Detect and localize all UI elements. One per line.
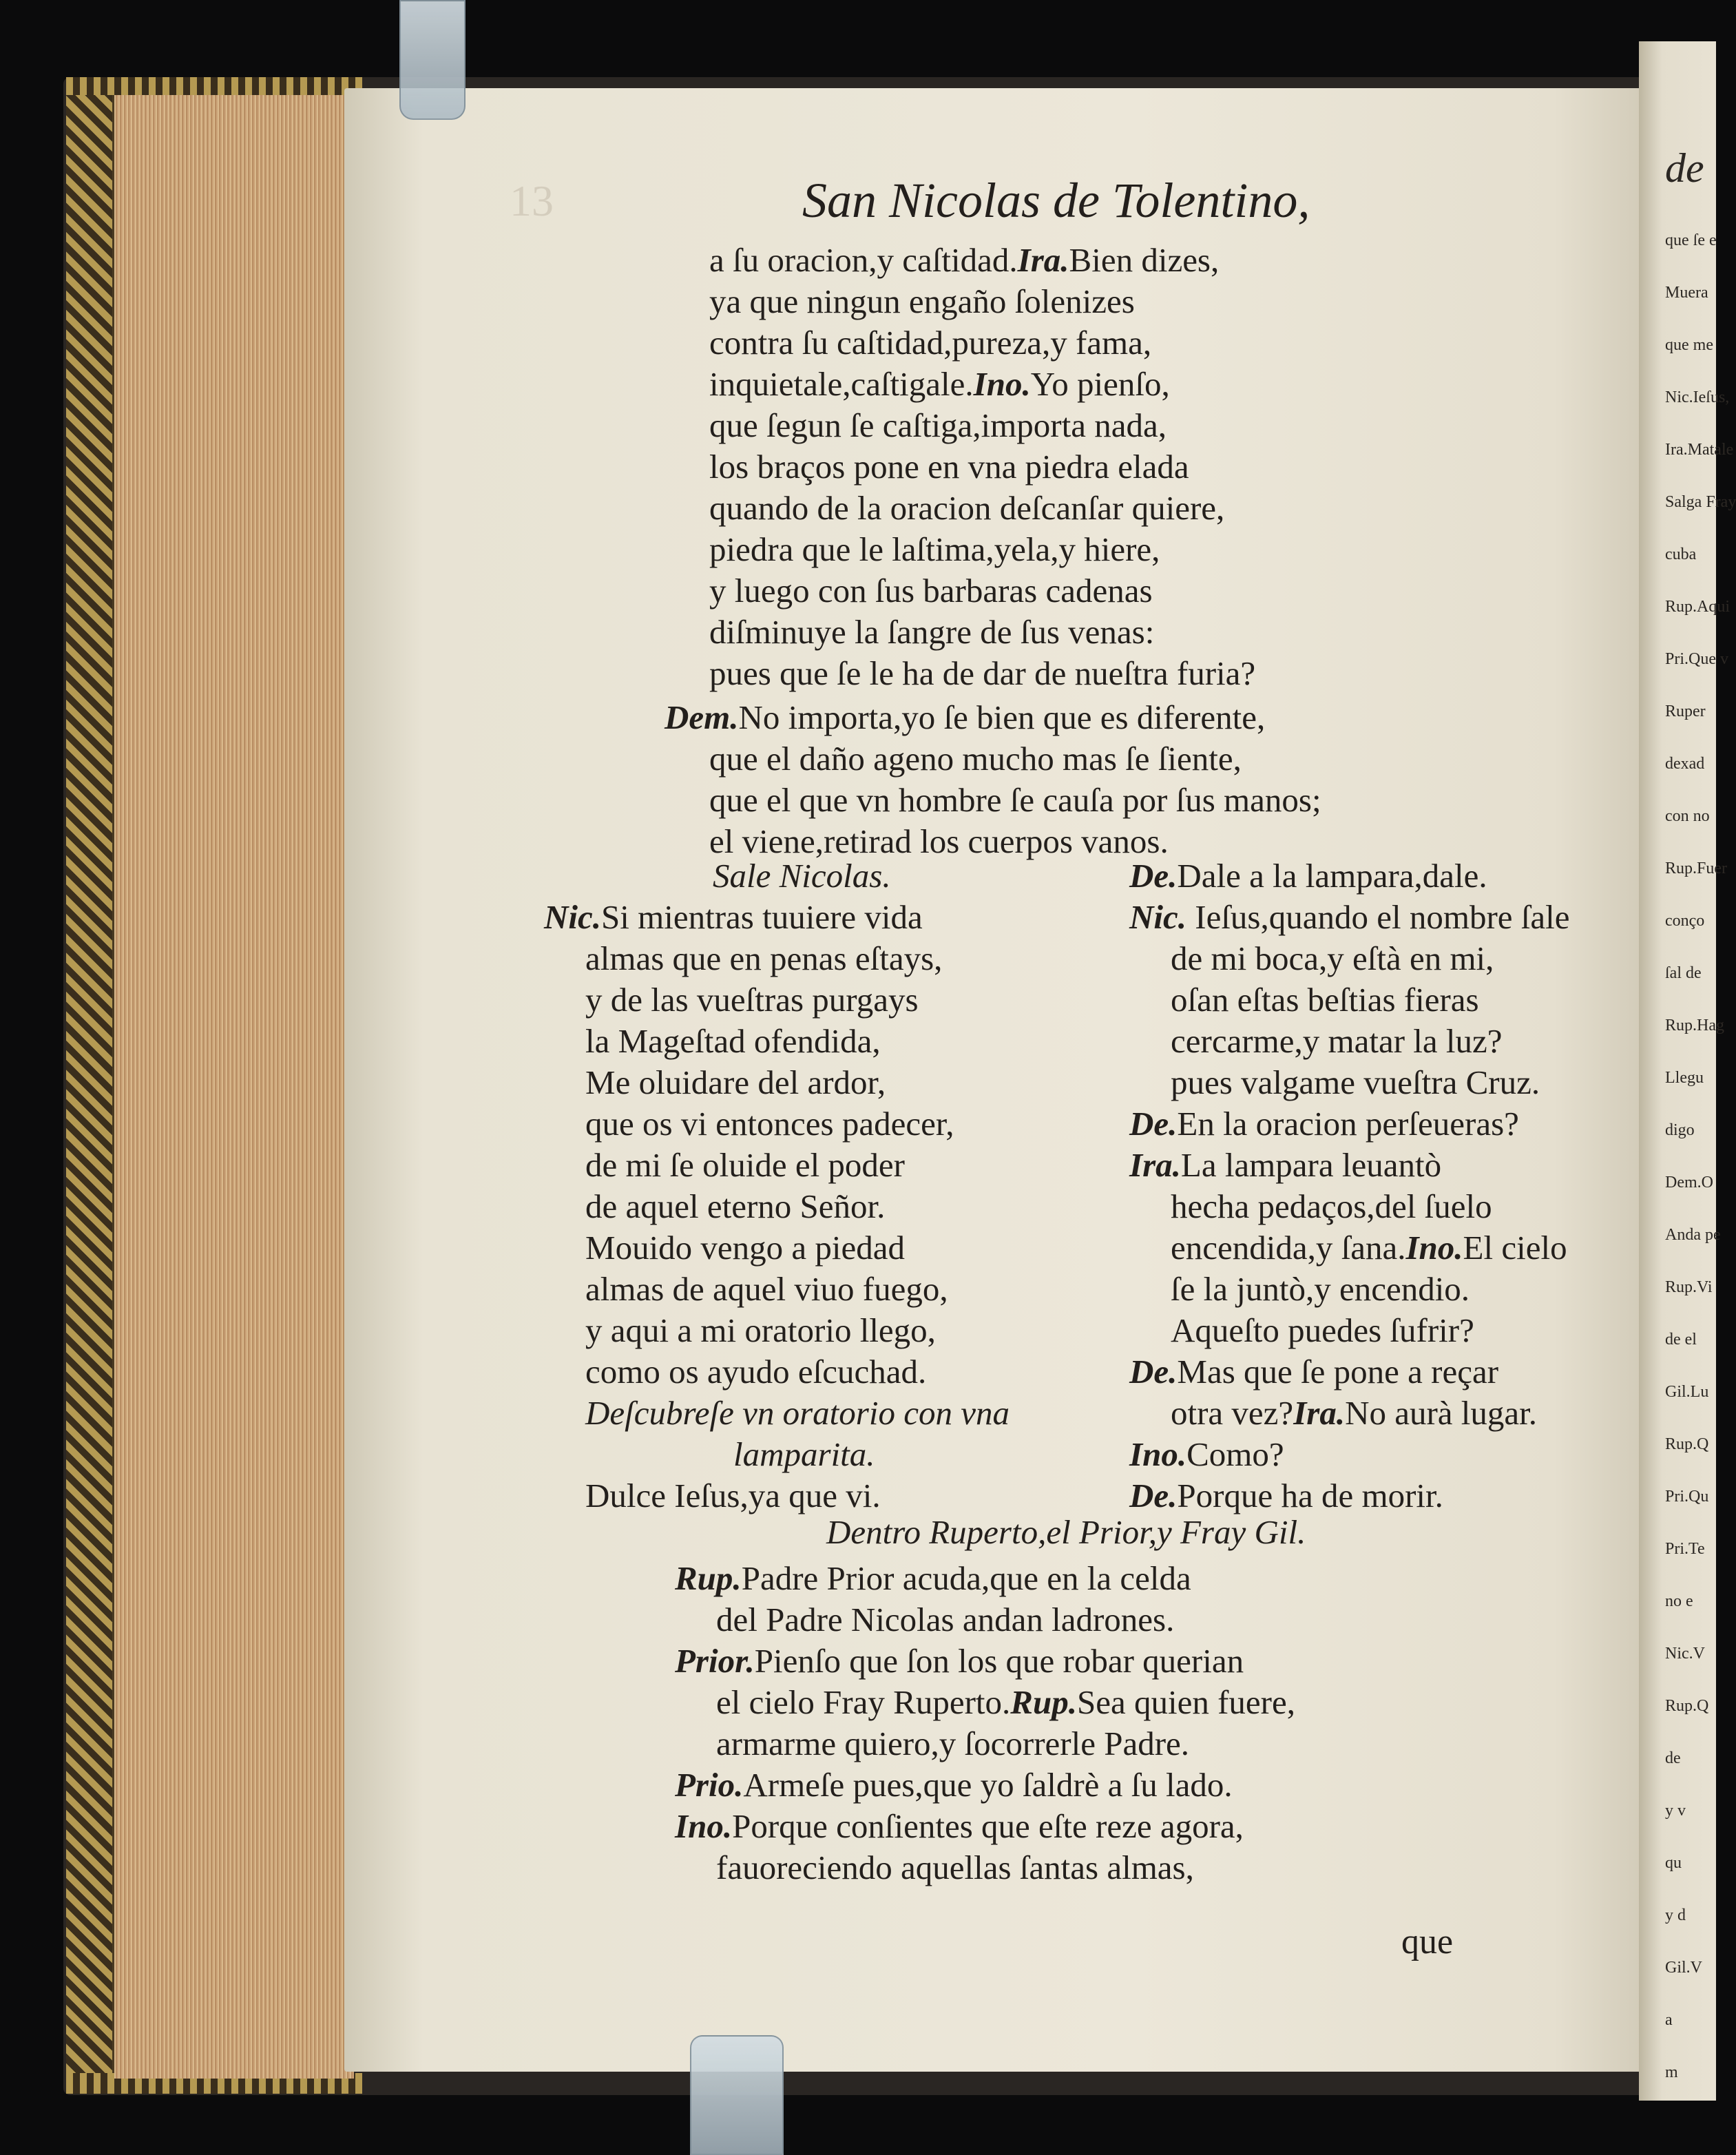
verse-text: que el daño ageno mucho mas ſe ſiente, (709, 740, 1242, 778)
facing-page (1639, 41, 1736, 2101)
verse-text: Porque conſientes que eſte reze agora, (732, 1807, 1244, 1845)
verse-text: La lampara leuantò (1180, 1146, 1442, 1184)
facing-page-fragment: Rup.Fuer (1665, 860, 1727, 877)
verse-line (709, 738, 1242, 780)
speaker-label: Rup. (675, 1559, 742, 1597)
verse-text: Porque ha de morir. (1177, 1477, 1443, 1514)
speaker-label: De. (1129, 1105, 1178, 1143)
verse-line (1171, 938, 1494, 979)
facing-page-fragment: Rup.Q (1665, 1435, 1709, 1453)
speaker-label: Ino. (1405, 1229, 1463, 1267)
verse-text: contra ſu caſtidad,pureza,y fama, (709, 324, 1152, 362)
facing-page-fragment: dexad (1665, 755, 1705, 773)
verse-line (1171, 1227, 1567, 1269)
stage-direction: lamparita. (733, 1435, 875, 1473)
verse-line (1129, 1351, 1498, 1393)
page-clip-bottom (690, 2035, 784, 2155)
verse-text: Me oluidare del ardor, (585, 1063, 886, 1101)
facing-page-fragment: Pri.Que v (1665, 650, 1728, 668)
speaker-label: Ira. (1017, 241, 1069, 279)
verse-line (1129, 1475, 1443, 1517)
verse-line (709, 405, 1167, 446)
verse-text: de aquel eterno Señor. (585, 1187, 886, 1225)
speaker-label: Prio. (675, 1766, 744, 1804)
verse-line (665, 697, 1265, 738)
speaker-label: Ira. (1129, 1146, 1181, 1184)
verse-line (709, 653, 1255, 694)
verse-text: Como? (1186, 1435, 1284, 1473)
verse-text: Yo pienſo, (1030, 365, 1170, 403)
verse-line (675, 1806, 1244, 1847)
verse-text: otra vez? (1171, 1394, 1294, 1432)
verse-text: oſan eſtas beſtias fieras (1171, 981, 1479, 1019)
facing-page-fragment: y v (1665, 1802, 1686, 1820)
verse-line (585, 1269, 948, 1310)
verse-line (1171, 1186, 1492, 1227)
verse-line (585, 1062, 886, 1103)
gilt-border-left (66, 81, 114, 2092)
facing-page-fragment: Gil.V (1665, 1959, 1702, 1977)
facing-page-fragment: Nic.Ieſus, (1665, 388, 1730, 406)
verse-line (585, 1103, 954, 1145)
verse-text: pues que ſe le ha de dar de nueſtra furia? (709, 654, 1256, 692)
facing-page-fragment: m (1665, 2063, 1678, 2081)
verse-text: hecha pedaços,del ſuelo (1171, 1187, 1492, 1225)
verse-text: que ſegun ſe caſtiga,importa nada, (709, 406, 1167, 444)
verse-text: a ſu oracion,y caſtidad. (709, 241, 1018, 279)
facing-page-fragment: Gil.Lu (1665, 1383, 1709, 1401)
facing-page-fragment: y d (1665, 1906, 1686, 1924)
facing-page-fragment: Ira.Matale (1665, 441, 1734, 459)
verse-text: Pienſo que ſon los que robar querian (754, 1642, 1244, 1680)
verse-text: Mas que ſe pone a reçar (1177, 1353, 1499, 1391)
verse-text: El cielo (1463, 1229, 1567, 1267)
facing-page-fragment: Anda pe (1665, 1226, 1721, 1244)
gilt-border-top (66, 77, 362, 95)
page-edges (114, 95, 354, 2079)
verse-line (709, 364, 1170, 405)
verse-text: y luego con ſus barbaras cadenas (709, 572, 1153, 610)
verse-text: piedra que le laſtima,yela,y hiere, (709, 530, 1160, 568)
verse-line (709, 570, 1153, 612)
facing-page-fragment: no e (1665, 1592, 1693, 1610)
facing-page-fragment: Rup.Aqui (1665, 598, 1730, 616)
verse-text: el cielo Fray Ruperto. (716, 1683, 1011, 1721)
facing-page-fragment: digo (1665, 1121, 1695, 1139)
verse-text: almas que en penas eſtays, (585, 939, 943, 977)
speaker-label: Ino. (1129, 1435, 1187, 1473)
verse-line (585, 1351, 926, 1393)
stage-direction: Deſcubreſe vn oratorio con vna (585, 1394, 1010, 1432)
verse-line (709, 240, 1219, 281)
verse-line (709, 612, 1154, 653)
speaker-label: De. (1129, 857, 1178, 895)
speaker-label: De. (1129, 1477, 1178, 1514)
verse-line (733, 1434, 875, 1475)
facing-page-fragment: Muera (1665, 284, 1708, 302)
facing-page-fragment: a (1665, 2011, 1673, 2029)
verse-text: diſminuye la ſangre de ſus venas: (709, 613, 1155, 651)
verse-text: ya que ningun engaño ſolenizes (709, 282, 1135, 320)
facing-page-fragment: de (1665, 145, 1704, 191)
verse-text: los braços pone en vna piedra elada (709, 448, 1189, 486)
verse-line (1171, 1269, 1470, 1310)
verse-line (585, 979, 919, 1021)
verse-line (709, 281, 1135, 322)
speaker-label: Ino. (675, 1807, 733, 1845)
verse-text: de mi ſe oluide el poder (585, 1146, 905, 1184)
speaker-label: Rup. (1010, 1683, 1077, 1721)
verse-line (585, 1145, 905, 1186)
verse-line (709, 780, 1321, 821)
facing-page-fragment: Rup.Hag (1665, 1017, 1724, 1034)
verse-text: Aqueſto puedes ſufrir? (1171, 1311, 1474, 1349)
facing-page-fragment: de (1665, 1749, 1681, 1767)
verse-text: Dulce Ieſus,ya que vi. (585, 1477, 881, 1514)
verse-line (585, 938, 942, 979)
verse-text: que os vi entonces padecer, (585, 1105, 954, 1143)
verse-text: que el que vn hombre ſe cauſa por ſus manos; (709, 781, 1321, 819)
facing-page-fragment: Pri.Te (1665, 1540, 1705, 1558)
verse-line (1171, 1062, 1540, 1103)
verse-line (709, 488, 1224, 529)
verse-line (709, 446, 1189, 488)
verse-text: y de las vueſtras purgays (585, 981, 919, 1019)
facing-page-fragment: Salga Fray (1665, 493, 1736, 511)
verse-line (709, 529, 1160, 570)
facing-page-fragment: Nic.V (1665, 1645, 1705, 1663)
page-number-ghost: 13 (510, 176, 554, 225)
verse-text: No aurà lugar. (1345, 1394, 1538, 1432)
facing-page-fragment: ſal de (1665, 964, 1702, 982)
speaker-label: De. (1129, 1353, 1178, 1391)
verse-line (1171, 1310, 1474, 1351)
verse-line (713, 855, 891, 897)
page-clip-top (399, 0, 466, 120)
speaker-label: Nic. (544, 898, 601, 936)
verse-text: En la oracion perſeueras? (1177, 1105, 1519, 1143)
verse-text: y aqui a mi oratorio llego, (585, 1311, 936, 1349)
verse-text: Ieſus,quando el nombre ſale (1186, 898, 1570, 936)
verse-text: Si mientras tuuiere vida (601, 898, 923, 936)
speaker-label: Ira. (1293, 1394, 1346, 1432)
speaker-label: Ino. (973, 365, 1031, 403)
verse-line (675, 1558, 1191, 1599)
facing-page-fragment: Rup.Q (1665, 1697, 1709, 1715)
facing-page-fragment: que ſe e (1665, 231, 1717, 249)
verse-line (1129, 1434, 1284, 1475)
facing-page-fragment: Pri.Qu (1665, 1488, 1709, 1506)
verse-text: el viene,retirad los cuerpos vanos. (709, 822, 1169, 860)
facing-page-fragment: Ruper (1665, 702, 1706, 720)
verse-line (585, 1475, 881, 1517)
verse-text: del Padre Nicolas andan ladrones. (716, 1601, 1175, 1638)
facing-page-fragment: con no (1665, 807, 1710, 825)
facing-page-fragment: cuba (1665, 545, 1697, 563)
verse-text: ſe la juntò,y encendio. (1171, 1270, 1470, 1308)
facing-page-fragment: Rup.Vi (1665, 1278, 1713, 1296)
verse-line (585, 1021, 881, 1062)
verse-text: No importa,yo ſe bien que es diferente, (738, 698, 1266, 736)
verse-text: Bien dizes, (1069, 241, 1220, 279)
verse-text: Dale a la lampara,dale. (1177, 857, 1487, 895)
facing-page-fragment: Dem.O (1665, 1174, 1713, 1191)
verse-line (675, 1641, 1244, 1682)
facing-page-fragment: qu (1665, 1854, 1682, 1872)
verse-text: inquietale,caſtigale. (709, 365, 974, 403)
verse-text: Sea quien fuere, (1076, 1683, 1295, 1721)
verse-text: fauoreciendo aquellas ſantas almas, (716, 1849, 1194, 1886)
verse-text: la Mageſtad ofendida, (585, 1022, 881, 1060)
verse-line (709, 322, 1151, 364)
verse-line (585, 1393, 1010, 1434)
speaker-label: Prior. (675, 1642, 755, 1680)
facing-page-fragment: conço (1665, 912, 1705, 930)
verse-text: almas de aquel viuo fuego, (585, 1270, 948, 1308)
verse-line (1129, 1103, 1519, 1145)
verse-line (585, 1186, 885, 1227)
verse-line (1171, 1393, 1537, 1434)
verse-line (585, 1310, 936, 1351)
stage-direction: Sale Nicolas. (713, 857, 891, 895)
facing-page-fragment: que me (1665, 336, 1713, 354)
verse-line (716, 1847, 1194, 1888)
speaker-label: Nic. (1129, 898, 1186, 936)
verse-text: armarme quiero,y ſocorrerle Padre. (716, 1725, 1190, 1762)
verse-line (1171, 1021, 1503, 1062)
speaker-label: Dem. (665, 698, 739, 736)
verse-line (585, 1227, 905, 1269)
verse-line (1171, 979, 1479, 1021)
facing-page-fragment: Llegu (1665, 1069, 1704, 1087)
verse-text: como os ayudo eſcuchad. (585, 1353, 927, 1391)
verse-text: Padre Prior acuda,que en la celda (741, 1559, 1191, 1597)
verse-text: quando de la oracion deſcanſar quiere, (709, 489, 1225, 527)
verse-text: encendida,y ſana. (1171, 1229, 1406, 1267)
verse-line (716, 1682, 1295, 1723)
verse-text: cercarme,y matar la luz? (1171, 1022, 1503, 1060)
verse-text: pues valgame vueſtra Cruz. (1171, 1063, 1540, 1101)
verse-text: Mouido vengo a piedad (585, 1229, 906, 1267)
verse-line (1129, 897, 1570, 938)
catchword: que (1401, 1922, 1454, 1961)
verse-line (1129, 1145, 1441, 1186)
running-title: San Nicolas de Tolentino, (802, 173, 1310, 228)
verse-line (544, 897, 923, 938)
verse-text: de mi boca,y eſtà en mi, (1171, 939, 1494, 977)
stage-direction-dentro: Dentro Ruperto,el Prior,y Fray Gil. (826, 1513, 1306, 1551)
facing-page-fragment: de el (1665, 1331, 1697, 1349)
verse-line (716, 1599, 1174, 1641)
verse-text: Armeſe pues,que yo ſaldrè a ſu lado. (743, 1766, 1233, 1804)
verse-line (675, 1764, 1233, 1806)
verse-line (1129, 855, 1487, 897)
verse-line (716, 1723, 1189, 1764)
